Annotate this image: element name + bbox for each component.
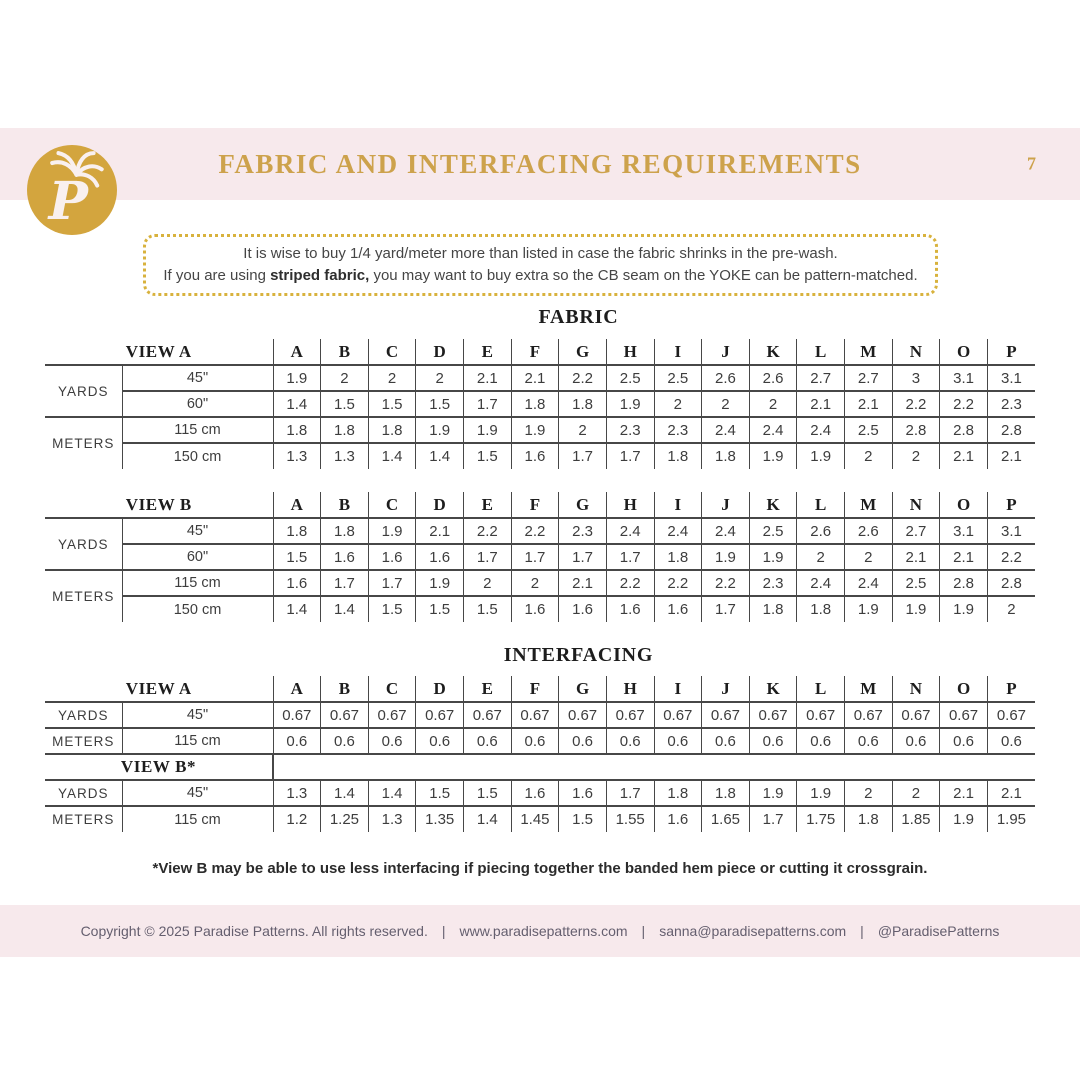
value-cell: 1.8 bbox=[321, 417, 369, 443]
value-cell: 2 bbox=[511, 570, 559, 596]
value-cell: 1.7 bbox=[749, 806, 797, 832]
value-cell: 2.2 bbox=[464, 518, 512, 544]
note-line-2 bbox=[160, 265, 921, 287]
value-cell: 1.4 bbox=[273, 391, 321, 417]
value-cell: 2.1 bbox=[511, 365, 559, 391]
value-cell: 1.8 bbox=[273, 518, 321, 544]
unit-label: YARDS bbox=[45, 365, 122, 417]
value-cell: 2.7 bbox=[845, 365, 893, 391]
value-cell: 2 bbox=[559, 417, 607, 443]
value-cell: 0.67 bbox=[511, 702, 559, 728]
value-cell: 2 bbox=[987, 596, 1035, 622]
footer-divider: | bbox=[441, 923, 446, 939]
value-cell: 1.9 bbox=[749, 544, 797, 570]
value-cell: 0.67 bbox=[559, 702, 607, 728]
value-cell: 1.6 bbox=[511, 780, 559, 806]
value-cell: 2.1 bbox=[940, 780, 988, 806]
value-cell: 1.5 bbox=[559, 806, 607, 832]
width-label: 115 cm bbox=[122, 417, 273, 443]
value-cell: 1.7 bbox=[606, 780, 654, 806]
value-cell: 1.7 bbox=[368, 570, 416, 596]
value-cell: 2 bbox=[416, 365, 464, 391]
value-cell: 3.1 bbox=[940, 518, 988, 544]
value-cell: 0.67 bbox=[702, 702, 750, 728]
value-cell: 2.1 bbox=[987, 443, 1035, 469]
value-cell: 1.4 bbox=[464, 806, 512, 832]
value-cell: 1.9 bbox=[797, 780, 845, 806]
value-cell: 2.3 bbox=[749, 570, 797, 596]
footer-website: www.paradisepatterns.com bbox=[459, 923, 628, 939]
note-line-2-post: you may want to buy extra so the CB seam on the YOKE can be pattern-matched. bbox=[369, 267, 918, 285]
value-cell: 1.9 bbox=[892, 596, 940, 622]
svg-text:P: P bbox=[48, 170, 88, 232]
size-column-header: B bbox=[321, 492, 369, 518]
value-cell: 1.8 bbox=[654, 443, 702, 469]
value-cell: 1.2 bbox=[273, 806, 321, 832]
value-cell: 1.7 bbox=[511, 544, 559, 570]
value-cell: 1.9 bbox=[940, 806, 988, 832]
size-column-header: C bbox=[368, 492, 416, 518]
value-cell: 1.8 bbox=[702, 780, 750, 806]
value-cell: 1.8 bbox=[797, 596, 845, 622]
value-cell: 1.7 bbox=[559, 443, 607, 469]
value-cell: 3.1 bbox=[987, 518, 1035, 544]
value-cell: 2.2 bbox=[559, 365, 607, 391]
value-cell: 0.67 bbox=[987, 702, 1035, 728]
footer-email: sanna@paradisepatterns.com bbox=[659, 923, 847, 939]
size-column-header: B bbox=[321, 339, 369, 365]
value-cell: 2.1 bbox=[940, 443, 988, 469]
value-cell: 1.7 bbox=[559, 544, 607, 570]
value-cell: 2 bbox=[845, 544, 893, 570]
value-cell: 2.5 bbox=[845, 417, 893, 443]
width-label: 45" bbox=[122, 780, 273, 806]
size-column-header: M bbox=[845, 676, 893, 702]
width-label: 60" bbox=[122, 544, 273, 570]
value-cell: 1.5 bbox=[416, 780, 464, 806]
value-cell: 1.5 bbox=[416, 596, 464, 622]
value-cell: 1.7 bbox=[606, 544, 654, 570]
value-cell: 0.67 bbox=[273, 702, 321, 728]
interfacing-table bbox=[45, 676, 1035, 832]
size-column-header: G bbox=[559, 676, 607, 702]
value-cell: 1.6 bbox=[559, 780, 607, 806]
width-label: 115 cm bbox=[122, 728, 273, 754]
value-cell: 2.1 bbox=[464, 365, 512, 391]
size-column-header: N bbox=[892, 492, 940, 518]
value-cell: 0.6 bbox=[464, 728, 512, 754]
unit-label: METERS bbox=[45, 728, 122, 754]
value-cell: 2.7 bbox=[797, 365, 845, 391]
value-cell: 0.6 bbox=[987, 728, 1035, 754]
value-cell: 2.4 bbox=[845, 570, 893, 596]
value-cell: 1.6 bbox=[511, 443, 559, 469]
size-column-header: J bbox=[702, 339, 750, 365]
value-cell: 2.4 bbox=[606, 518, 654, 544]
size-column-header: O bbox=[940, 676, 988, 702]
value-cell: 2.8 bbox=[987, 570, 1035, 596]
value-cell: 1.3 bbox=[273, 780, 321, 806]
view-label: VIEW A bbox=[45, 339, 273, 365]
size-column-header: C bbox=[368, 339, 416, 365]
fabric-section-title: FABRIC bbox=[538, 306, 619, 328]
value-cell: 2 bbox=[845, 780, 893, 806]
footer-divider: | bbox=[641, 923, 646, 939]
empty-cell bbox=[273, 754, 1035, 780]
value-cell: 2.1 bbox=[559, 570, 607, 596]
value-cell: 1.9 bbox=[749, 443, 797, 469]
view-label: VIEW A bbox=[45, 676, 273, 702]
value-cell: 2.6 bbox=[845, 518, 893, 544]
value-cell: 2.1 bbox=[940, 544, 988, 570]
value-cell: 0.6 bbox=[845, 728, 893, 754]
value-cell: 1.4 bbox=[321, 596, 369, 622]
size-column-header: J bbox=[702, 492, 750, 518]
value-cell: 1.9 bbox=[702, 544, 750, 570]
value-cell: 0.6 bbox=[940, 728, 988, 754]
value-cell: 1.4 bbox=[273, 596, 321, 622]
size-column-header: K bbox=[749, 339, 797, 365]
size-column-header: M bbox=[845, 339, 893, 365]
value-cell: 2 bbox=[368, 365, 416, 391]
size-column-header: G bbox=[559, 339, 607, 365]
value-cell: 0.6 bbox=[368, 728, 416, 754]
value-cell: 2 bbox=[797, 544, 845, 570]
value-cell: 1.6 bbox=[511, 596, 559, 622]
value-cell: 1.3 bbox=[368, 806, 416, 832]
width-label: 115 cm bbox=[122, 806, 273, 832]
note-line-1: It is wise to buy 1/4 yard/meter more than listed in case the fabric shrinks in the pre-wash. bbox=[243, 245, 838, 262]
value-cell: 0.67 bbox=[654, 702, 702, 728]
note-line-2-pre: If you are using bbox=[163, 267, 271, 285]
value-cell: 1.9 bbox=[845, 596, 893, 622]
value-cell: 0.67 bbox=[845, 702, 893, 728]
value-cell: 2.6 bbox=[797, 518, 845, 544]
size-column-header: O bbox=[940, 492, 988, 518]
width-label: 45" bbox=[122, 518, 273, 544]
size-column-header: H bbox=[606, 676, 654, 702]
value-cell: 0.67 bbox=[797, 702, 845, 728]
size-column-header: I bbox=[654, 339, 702, 365]
value-cell: 1.6 bbox=[368, 544, 416, 570]
size-column-header: I bbox=[654, 676, 702, 702]
value-cell: 2.5 bbox=[749, 518, 797, 544]
value-cell: 1.8 bbox=[511, 391, 559, 417]
size-column-header: B bbox=[321, 676, 369, 702]
value-cell: 2.8 bbox=[940, 417, 988, 443]
value-cell: 0.67 bbox=[368, 702, 416, 728]
value-cell: 1.6 bbox=[321, 544, 369, 570]
value-cell: 2.2 bbox=[892, 391, 940, 417]
size-column-header: J bbox=[702, 676, 750, 702]
size-column-header: D bbox=[416, 492, 464, 518]
value-cell: 0.6 bbox=[892, 728, 940, 754]
value-cell: 0.6 bbox=[606, 728, 654, 754]
view-label: VIEW B bbox=[45, 492, 273, 518]
value-cell: 2.4 bbox=[749, 417, 797, 443]
value-cell: 2.6 bbox=[749, 365, 797, 391]
value-cell: 2.4 bbox=[797, 417, 845, 443]
value-cell: 1.55 bbox=[606, 806, 654, 832]
size-column-header: F bbox=[511, 492, 559, 518]
value-cell: 1.9 bbox=[416, 570, 464, 596]
value-cell: 0.67 bbox=[606, 702, 654, 728]
value-cell: 2 bbox=[892, 443, 940, 469]
value-cell: 2 bbox=[845, 443, 893, 469]
value-cell: 1.5 bbox=[464, 443, 512, 469]
interfacing-section-title: INTERFACING bbox=[503, 644, 654, 666]
size-column-header: I bbox=[654, 492, 702, 518]
value-cell: 3.1 bbox=[987, 365, 1035, 391]
value-cell: 2 bbox=[892, 780, 940, 806]
value-cell: 1.4 bbox=[416, 443, 464, 469]
value-cell: 1.45 bbox=[511, 806, 559, 832]
size-column-header: A bbox=[273, 492, 321, 518]
value-cell: 1.6 bbox=[416, 544, 464, 570]
footer-band bbox=[0, 905, 1080, 957]
value-cell: 0.6 bbox=[702, 728, 750, 754]
value-cell: 3 bbox=[892, 365, 940, 391]
width-label: 115 cm bbox=[122, 570, 273, 596]
brand-logo bbox=[27, 145, 117, 235]
value-cell: 2.3 bbox=[987, 391, 1035, 417]
header-band bbox=[0, 128, 1080, 200]
size-column-header: A bbox=[273, 676, 321, 702]
value-cell: 1.3 bbox=[321, 443, 369, 469]
value-cell: 1.9 bbox=[273, 365, 321, 391]
value-cell: 0.6 bbox=[559, 728, 607, 754]
size-column-header: L bbox=[797, 339, 845, 365]
value-cell: 0.6 bbox=[749, 728, 797, 754]
value-cell: 1.8 bbox=[845, 806, 893, 832]
size-column-header: E bbox=[464, 492, 512, 518]
value-cell: 2.4 bbox=[654, 518, 702, 544]
note-box bbox=[143, 234, 938, 296]
size-column-header: K bbox=[749, 492, 797, 518]
value-cell: 0.67 bbox=[892, 702, 940, 728]
value-cell: 1.85 bbox=[892, 806, 940, 832]
unit-label: YARDS bbox=[45, 518, 122, 570]
footer-social-handle: @ParadisePatterns bbox=[877, 923, 1000, 939]
size-column-header: E bbox=[464, 676, 512, 702]
value-cell: 2.2 bbox=[654, 570, 702, 596]
footer-copyright: Copyright © 2025 Paradise Patterns. All rights reserved. bbox=[80, 923, 428, 939]
value-cell: 2.1 bbox=[987, 780, 1035, 806]
size-column-header: O bbox=[940, 339, 988, 365]
width-label: 45" bbox=[122, 365, 273, 391]
value-cell: 1.5 bbox=[321, 391, 369, 417]
view-b-footnote: *View B may be able to use less interfacing if piecing together the banded hem piece or cutting it crossgrain. bbox=[152, 860, 928, 877]
value-cell: 1.5 bbox=[464, 596, 512, 622]
size-column-header: H bbox=[606, 339, 654, 365]
width-label: 60" bbox=[122, 391, 273, 417]
value-cell: 1.35 bbox=[416, 806, 464, 832]
size-column-header: F bbox=[511, 676, 559, 702]
value-cell: 2.5 bbox=[654, 365, 702, 391]
size-column-header: P bbox=[987, 676, 1035, 702]
width-label: 45" bbox=[122, 702, 273, 728]
value-cell: 2.5 bbox=[606, 365, 654, 391]
value-cell: 1.8 bbox=[654, 544, 702, 570]
value-cell: 2.1 bbox=[892, 544, 940, 570]
value-cell: 1.4 bbox=[368, 443, 416, 469]
value-cell: 1.5 bbox=[368, 596, 416, 622]
unit-label: METERS bbox=[52, 436, 115, 451]
page-number: 7 bbox=[1027, 153, 1036, 174]
value-cell: 1.6 bbox=[654, 596, 702, 622]
value-cell: 1.3 bbox=[273, 443, 321, 469]
value-cell: 1.75 bbox=[797, 806, 845, 832]
value-cell: 2 bbox=[654, 391, 702, 417]
value-cell: 1.8 bbox=[368, 417, 416, 443]
size-column-header: N bbox=[892, 339, 940, 365]
size-column-header: F bbox=[511, 339, 559, 365]
value-cell: 1.95 bbox=[987, 806, 1035, 832]
value-cell: 2.4 bbox=[702, 518, 750, 544]
value-cell: 1.8 bbox=[702, 443, 750, 469]
value-cell: 1.9 bbox=[797, 443, 845, 469]
value-cell: 2 bbox=[702, 391, 750, 417]
value-cell: 1.7 bbox=[702, 596, 750, 622]
value-cell: 2.6 bbox=[702, 365, 750, 391]
value-cell: 1.6 bbox=[654, 806, 702, 832]
value-cell: 0.67 bbox=[416, 702, 464, 728]
value-cell: 2.1 bbox=[797, 391, 845, 417]
value-cell: 1.65 bbox=[702, 806, 750, 832]
value-cell: 2.4 bbox=[702, 417, 750, 443]
size-column-header: M bbox=[845, 492, 893, 518]
unit-label: YARDS bbox=[45, 702, 122, 728]
value-cell: 2.2 bbox=[606, 570, 654, 596]
value-cell: 1.7 bbox=[464, 544, 512, 570]
value-cell: 0.6 bbox=[321, 728, 369, 754]
value-cell: 0.6 bbox=[797, 728, 845, 754]
value-cell: 2.2 bbox=[702, 570, 750, 596]
value-cell: 1.9 bbox=[464, 417, 512, 443]
value-cell: 1.7 bbox=[464, 391, 512, 417]
size-column-header: D bbox=[416, 339, 464, 365]
palm-monogram-icon bbox=[27, 145, 117, 235]
value-cell: 2.3 bbox=[654, 417, 702, 443]
value-cell: 1.9 bbox=[368, 518, 416, 544]
value-cell: 1.5 bbox=[464, 780, 512, 806]
size-column-header: D bbox=[416, 676, 464, 702]
value-cell: 1.9 bbox=[940, 596, 988, 622]
value-cell: 2.2 bbox=[940, 391, 988, 417]
value-cell: 2.1 bbox=[416, 518, 464, 544]
value-cell: 2.3 bbox=[559, 518, 607, 544]
value-cell: 1.8 bbox=[749, 596, 797, 622]
value-cell: 2.1 bbox=[845, 391, 893, 417]
view-label: VIEW B* bbox=[45, 754, 273, 780]
value-cell: 0.67 bbox=[940, 702, 988, 728]
value-cell: 2.8 bbox=[940, 570, 988, 596]
size-column-header: K bbox=[749, 676, 797, 702]
size-column-header: L bbox=[797, 492, 845, 518]
unit-label: YARDS bbox=[45, 780, 122, 806]
value-cell: 1.6 bbox=[559, 596, 607, 622]
value-cell: 3.1 bbox=[940, 365, 988, 391]
value-cell: 1.8 bbox=[273, 417, 321, 443]
value-cell: 0.67 bbox=[321, 702, 369, 728]
value-cell: 1.8 bbox=[654, 780, 702, 806]
footer-divider: | bbox=[860, 923, 864, 939]
value-cell: 1.7 bbox=[606, 443, 654, 469]
value-cell: 1.25 bbox=[321, 806, 369, 832]
value-cell: 0.6 bbox=[273, 728, 321, 754]
value-cell: 2.7 bbox=[892, 518, 940, 544]
value-cell: 1.6 bbox=[273, 570, 321, 596]
value-cell: 2.3 bbox=[606, 417, 654, 443]
value-cell: 1.5 bbox=[416, 391, 464, 417]
value-cell: 1.9 bbox=[749, 780, 797, 806]
value-cell: 2.8 bbox=[892, 417, 940, 443]
value-cell: 1.8 bbox=[559, 391, 607, 417]
value-cell: 1.6 bbox=[606, 596, 654, 622]
size-column-header: E bbox=[464, 339, 512, 365]
size-column-header: G bbox=[559, 492, 607, 518]
value-cell: 1.4 bbox=[321, 780, 369, 806]
value-cell: 2 bbox=[321, 365, 369, 391]
fabric-view-b-table bbox=[45, 492, 1035, 622]
size-column-header: N bbox=[892, 676, 940, 702]
fabric-view-a-table bbox=[45, 339, 1035, 469]
unit-label: METERS bbox=[52, 589, 115, 604]
size-column-header: P bbox=[987, 492, 1035, 518]
page-title: FABRIC AND INTERFACING REQUIREMENTS bbox=[218, 148, 862, 179]
value-cell: 0.67 bbox=[464, 702, 512, 728]
value-cell: 0.6 bbox=[511, 728, 559, 754]
value-cell: 1.4 bbox=[368, 780, 416, 806]
value-cell: 1.7 bbox=[321, 570, 369, 596]
width-label: 150 cm bbox=[122, 596, 273, 622]
value-cell: 1.8 bbox=[321, 518, 369, 544]
value-cell: 2.8 bbox=[987, 417, 1035, 443]
value-cell: 1.9 bbox=[511, 417, 559, 443]
value-cell: 0.6 bbox=[654, 728, 702, 754]
value-cell: 2.2 bbox=[511, 518, 559, 544]
value-cell: 0.67 bbox=[749, 702, 797, 728]
width-label: 150 cm bbox=[122, 443, 273, 469]
value-cell: 1.9 bbox=[416, 417, 464, 443]
value-cell: 2.5 bbox=[892, 570, 940, 596]
unit-label: METERS bbox=[52, 812, 115, 827]
value-cell: 0.6 bbox=[416, 728, 464, 754]
size-column-header: P bbox=[987, 339, 1035, 365]
value-cell: 2 bbox=[464, 570, 512, 596]
value-cell: 1.5 bbox=[273, 544, 321, 570]
value-cell: 2.4 bbox=[797, 570, 845, 596]
value-cell: 2.2 bbox=[987, 544, 1035, 570]
size-column-header: A bbox=[273, 339, 321, 365]
note-striped-fabric-bold: striped fabric, bbox=[270, 267, 370, 285]
value-cell: 1.5 bbox=[368, 391, 416, 417]
size-column-header: H bbox=[606, 492, 654, 518]
size-column-header: C bbox=[368, 676, 416, 702]
value-cell: 2 bbox=[749, 391, 797, 417]
size-column-header: L bbox=[797, 676, 845, 702]
value-cell: 1.9 bbox=[606, 391, 654, 417]
